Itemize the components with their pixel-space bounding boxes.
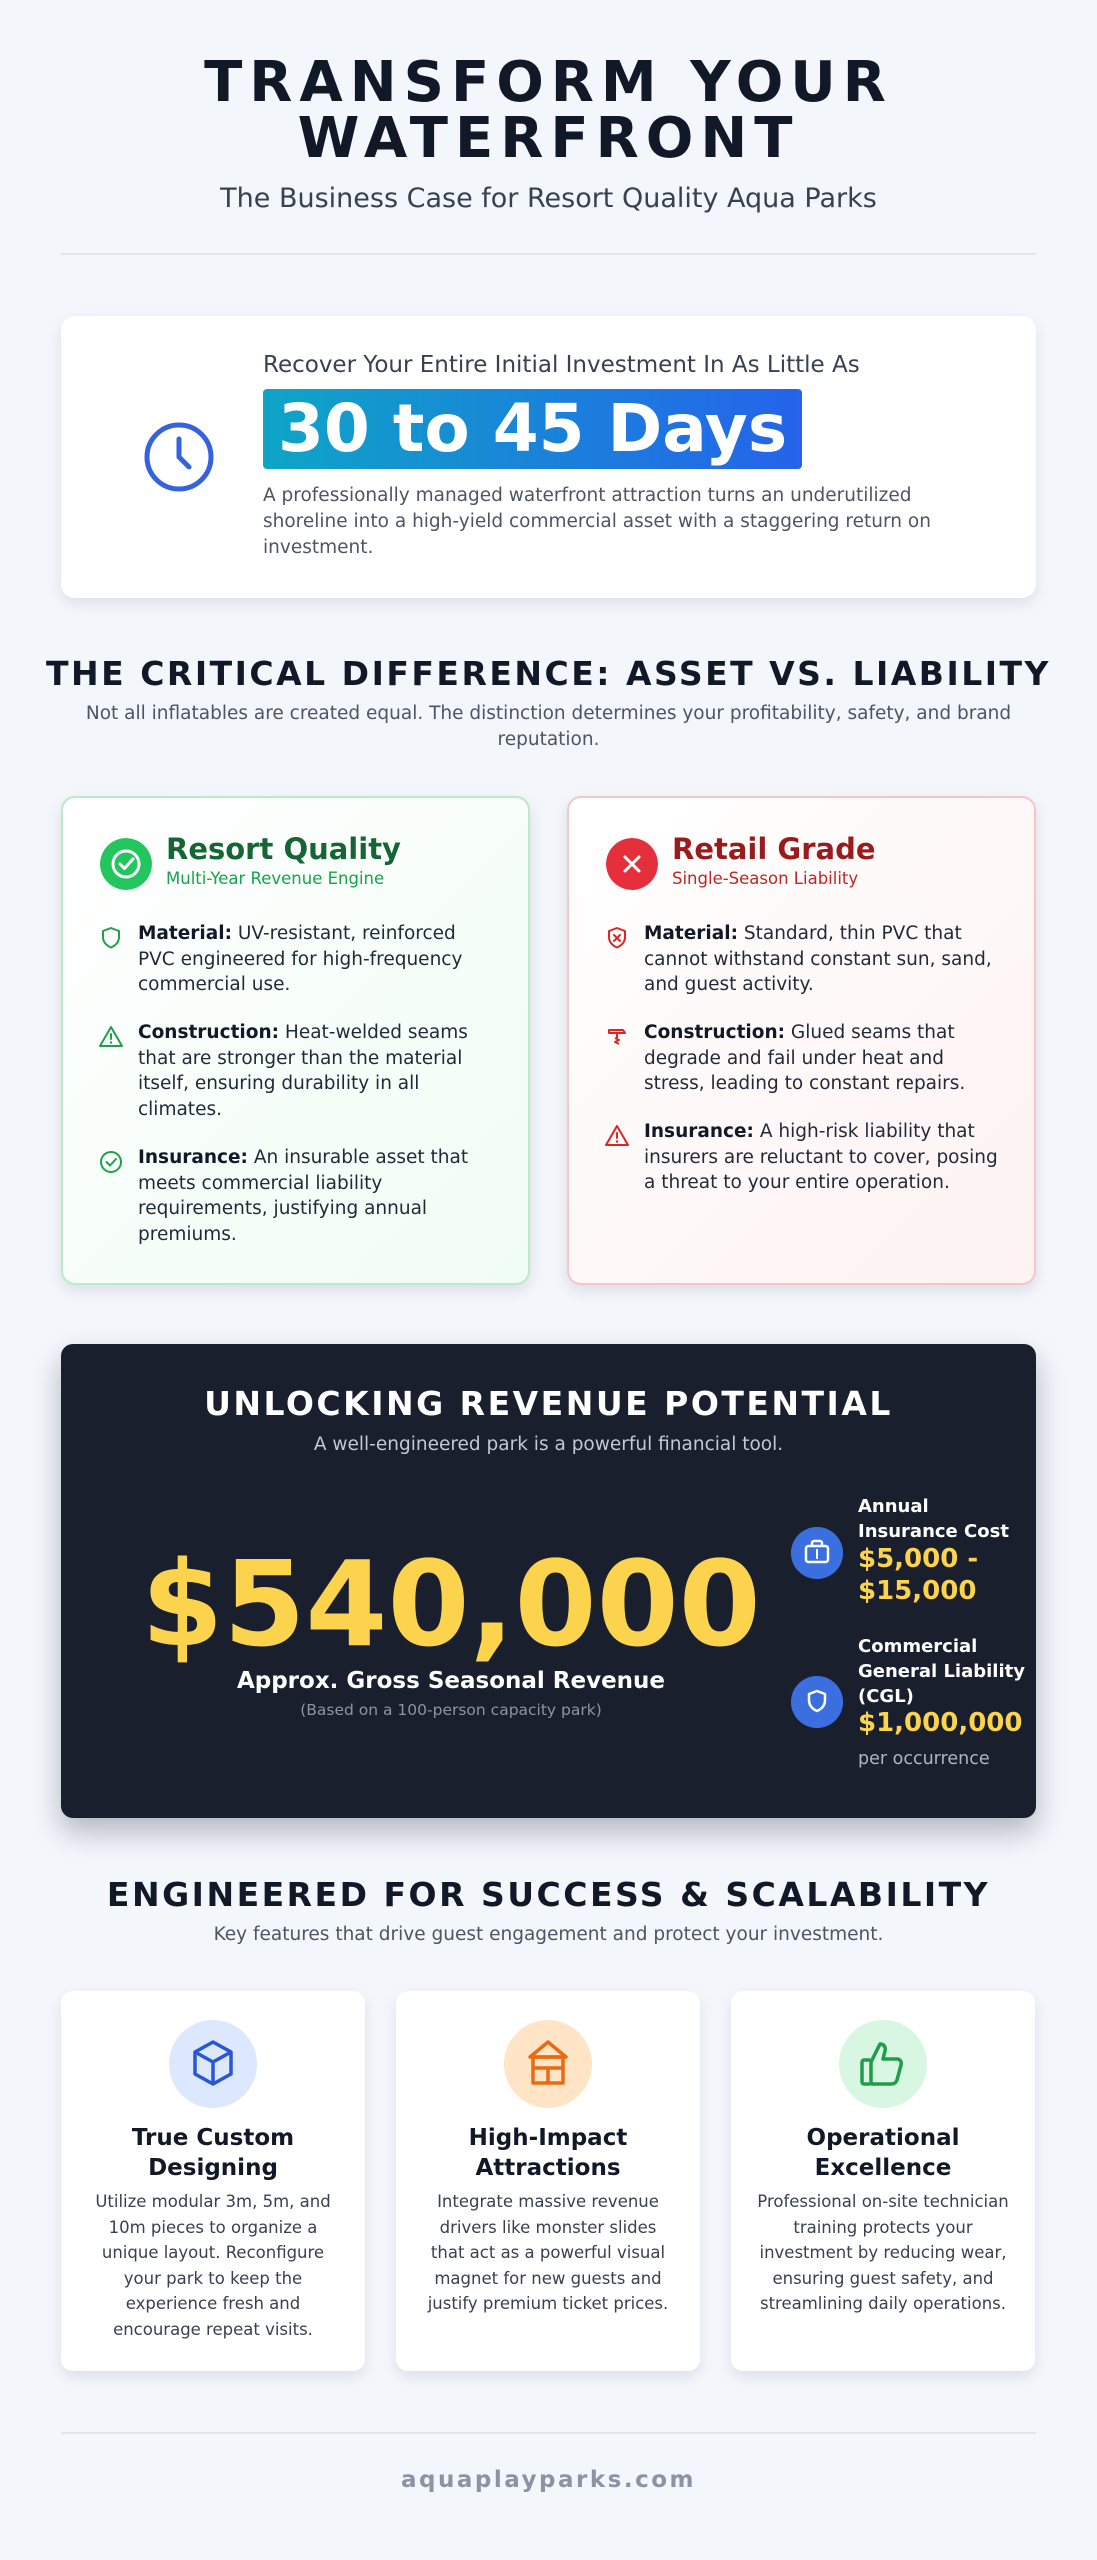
revenue-big-note: (Based on a 100-person capacity park) <box>300 1701 602 1719</box>
feature-icon-circle <box>839 2020 927 2108</box>
x-circle-badge-icon <box>606 838 658 890</box>
cgl-label: Commercial General Liability (CGL) <box>858 1636 1025 1707</box>
warning-triangle-icon <box>604 1123 630 1149</box>
retail-grade-card <box>567 796 1036 1285</box>
check-circle-icon <box>98 1149 124 1175</box>
retail-item-material: Material: Standard, thin PVC that cannot withstand constant sun, sand, and guest activity. <box>644 923 992 995</box>
cube-icon <box>169 2020 257 2108</box>
resort-tag: Multi-Year Revenue Engine <box>166 869 385 888</box>
retail-item-insurance: Insurance: A high-risk liability that insurers are reluctant to cover, posing a threat to your entire operation. <box>644 1121 998 1193</box>
title-line-1: TRANSFORM YOUR <box>204 50 893 115</box>
resort-item-material: Material: UV-resistant, reinforced PVC engineered for high-frequency commercial use. <box>138 923 463 995</box>
feature-card-operations <box>731 1991 1035 2371</box>
roi-headline: 30 to 45 Days <box>263 389 802 469</box>
feature-body: Utilize modular 3m, 5m, and 10m pieces to organize a unique layout. Reconfigure your park to keep the experience fresh and encourage repeat visits. <box>95 2192 331 2339</box>
page-title <box>0 50 1097 171</box>
difference-title: THE CRITICAL DIFFERENCE: ASSET VS. LIABILITY <box>46 654 1051 693</box>
revenue-panel <box>61 1344 1036 1818</box>
revenue-subtitle: A well-engineered park is a powerful financial tool. <box>313 1434 784 1455</box>
resort-quality-card <box>61 796 530 1285</box>
roi-body: A professionally managed waterfront attraction turns an underutilized shoreline into a high-yield commercial asset with a staggering return on investment. <box>263 485 931 558</box>
insurance-cost-label: Annual Insurance Cost <box>858 1496 1009 1542</box>
resort-title: Resort Quality <box>166 832 401 866</box>
revenue-big-value: $540,000 <box>141 1535 761 1673</box>
feature-icon-circle <box>504 2020 592 2108</box>
feature-title: Operational Excellence <box>806 2125 960 2181</box>
revenue-title: UNLOCKING REVENUE POTENTIAL <box>204 1384 893 1423</box>
warning-triangle-icon <box>98 1024 124 1050</box>
feature-card-attractions <box>396 1991 700 2371</box>
feature-body: Integrate massive revenue drivers like monster slides that act as a powerful visual magnet for new guests and justify premium ticket prices. <box>427 2192 669 2313</box>
cgl-value: $1,000,000 <box>858 1708 1023 1738</box>
feature-title: True Custom Designing <box>131 2125 295 2181</box>
tent-icon <box>504 2020 592 2108</box>
clock-icon <box>139 417 219 497</box>
page-subtitle: The Business Case for Resort Quality Aqua Parks <box>220 183 877 214</box>
feature-title: High-Impact Attractions <box>468 2125 628 2181</box>
shield-icon <box>791 1676 843 1728</box>
feature-body: Professional on-site technician training protects your investment by reducing wear, ensuring guest safety, and streamlining daily operations. <box>757 2192 1009 2313</box>
shield-x-icon <box>604 925 630 951</box>
thumbs-up-icon <box>839 2020 927 2108</box>
broken-hammer-icon <box>604 1024 630 1050</box>
check-circle-badge-icon <box>100 838 152 890</box>
features-subtitle: Key features that drive guest engagement and protect your investment. <box>213 1924 884 1945</box>
retail-item-construction: Construction: Glued seams that degrade and fail under heat and stress, leading to constant repairs. <box>644 1022 966 1094</box>
header-divider <box>61 253 1036 255</box>
title-line-2: WATERFRONT <box>297 106 800 171</box>
cgl-unit: per occurrence <box>858 1749 990 1769</box>
roi-kicker: Recover Your Entire Initial Investment In As Little As <box>263 352 860 378</box>
roi-card <box>61 316 1036 598</box>
features-title: ENGINEERED FOR SUCCESS & SCALABILITY <box>106 1875 991 1914</box>
shield-icon <box>98 925 124 951</box>
insurance-cost-value: $5,000 - $15,000 <box>858 1544 979 1606</box>
resort-item-construction: Construction: Heat-welded seams that are stronger than the material itself, ensuring durability in all climates. <box>138 1022 468 1120</box>
revenue-big-label: Approx. Gross Seasonal Revenue <box>236 1668 666 1694</box>
feature-icon-circle <box>169 2020 257 2108</box>
footer-divider <box>61 2432 1036 2434</box>
resort-item-insurance: Insurance: An insurable asset that meets commercial liability requirements, justifying annual premiums. <box>138 1147 469 1245</box>
footer-site-link[interactable]: aquaplayparks.com <box>401 2467 696 2493</box>
difference-subtitle: Not all inflatables are created equal. The distinction determines your profitability, safety, and brand reputation. <box>85 703 1012 750</box>
retail-title: Retail Grade <box>672 832 876 866</box>
feature-card-custom-design <box>61 1991 365 2371</box>
briefcase-icon <box>791 1527 843 1579</box>
retail-tag: Single-Season Liability <box>672 869 859 888</box>
